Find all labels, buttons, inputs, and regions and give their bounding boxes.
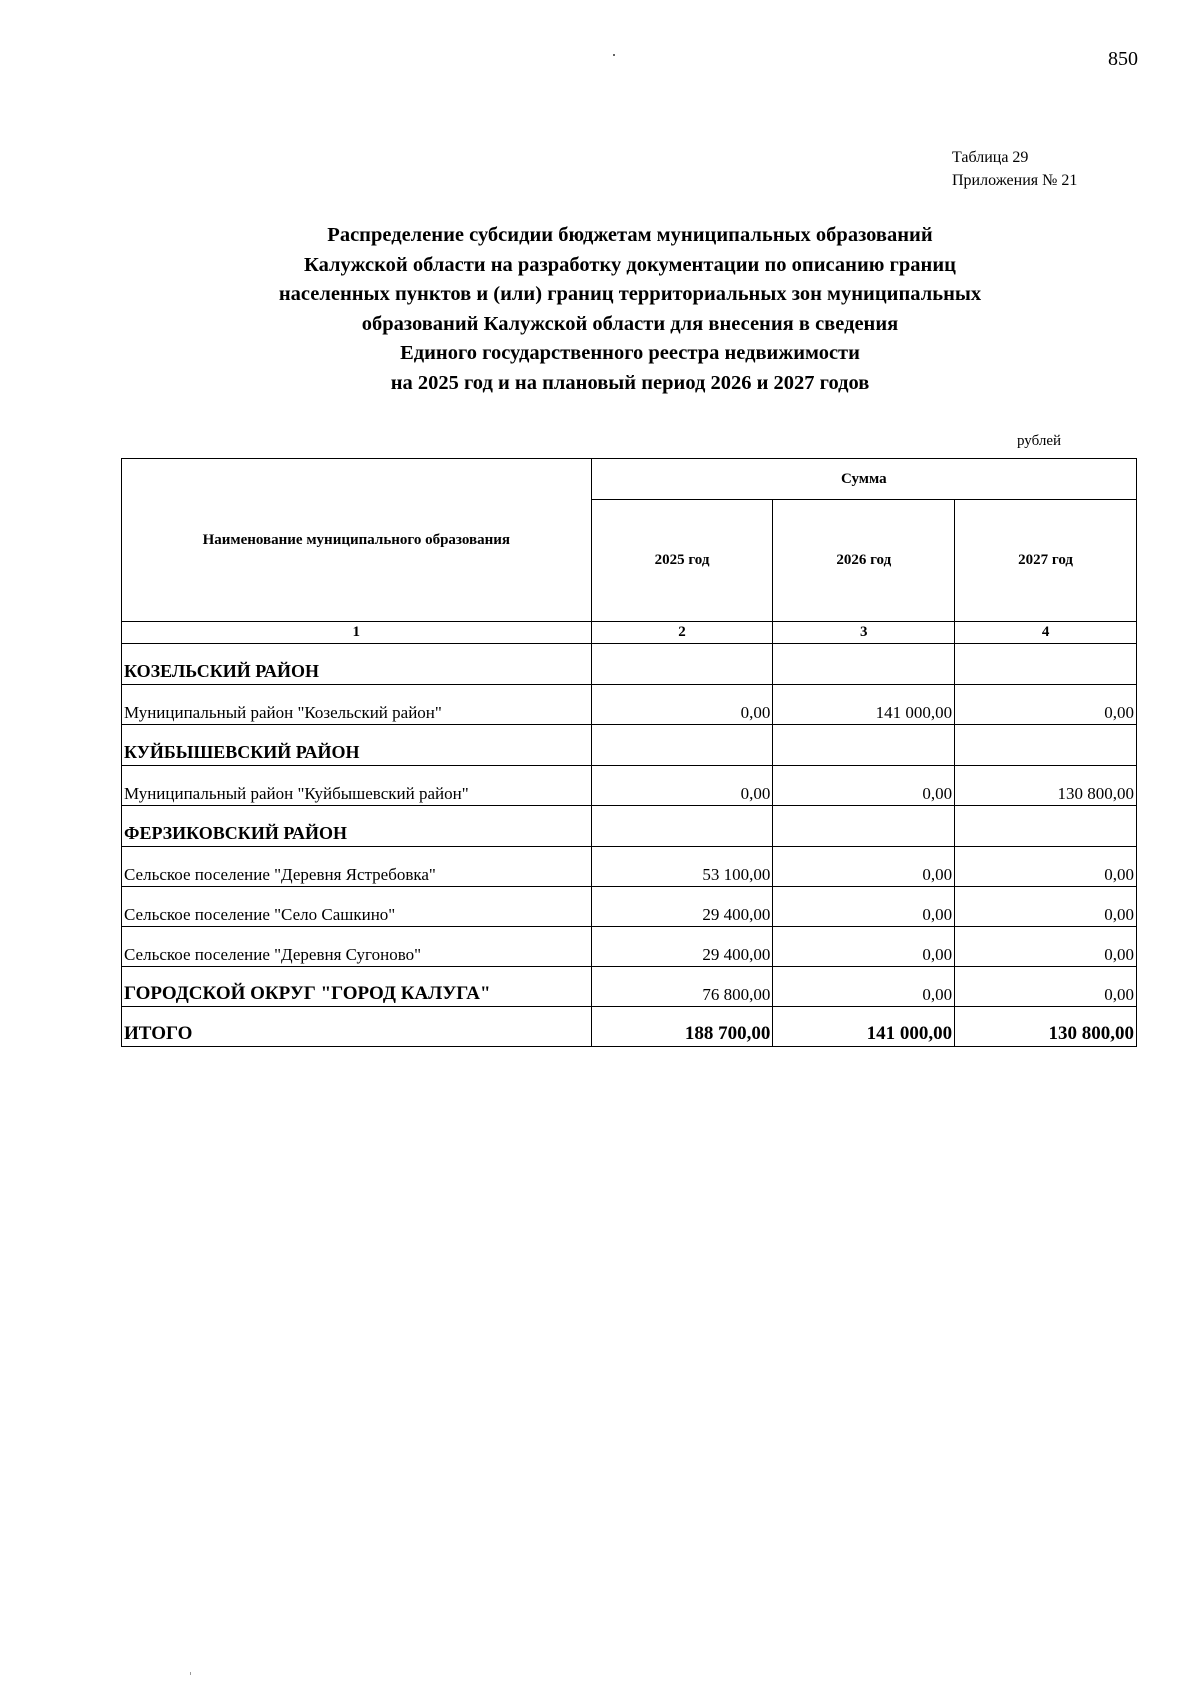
total-2027: 130 800,00: [955, 1007, 1137, 1047]
value-2027: 0,00: [955, 967, 1137, 1007]
value-2027: [955, 725, 1137, 766]
table-number: Таблица 29: [952, 149, 1029, 166]
header-year-2027: 2027 год: [955, 500, 1137, 622]
value-2027: 0,00: [955, 685, 1137, 725]
value-2025: 53 100,00: [591, 847, 773, 887]
value-2026: 0,00: [773, 887, 955, 927]
appendix-number: Приложения № 21: [952, 172, 1078, 189]
header-year-2026: 2026 год: [773, 500, 955, 622]
table-row: [122, 967, 1137, 1007]
value-2026: [773, 725, 955, 766]
value-2026: 0,00: [773, 847, 955, 887]
value-2026: 0,00: [773, 967, 955, 1007]
column-number: 4: [955, 622, 1137, 644]
column-number: 2: [591, 622, 773, 644]
title-line-2: Калужской области на разработку документации по описанию границ: [304, 253, 956, 276]
scan-mark: [190, 1672, 191, 1675]
municipality-name: ГОРОДСКОЙ ОКРУГ "ГОРОД КАЛУГА": [122, 967, 592, 1007]
table-reference: [952, 146, 1077, 192]
title-line-5: Единого государственного реестра недвижимости: [400, 342, 860, 365]
value-2025: 29 400,00: [591, 927, 773, 967]
value-2027: 130 800,00: [955, 766, 1137, 806]
column-number: 1: [122, 622, 592, 644]
page-number: 850: [1108, 48, 1138, 70]
column-number: 3: [773, 622, 955, 644]
title-line-4: образований Калужской области для внесения в сведения: [361, 312, 899, 335]
value-2025: 0,00: [591, 766, 773, 806]
value-2027: [955, 806, 1137, 847]
municipality-name: Сельское поселение "Деревня Сугоново": [122, 927, 592, 967]
document-title: [0, 221, 1200, 399]
value-2025: 29 400,00: [591, 887, 773, 927]
table-row: [122, 766, 1137, 806]
municipality-name: КОЗЕЛЬСКИЙ РАЙОН: [122, 644, 592, 685]
table-row: [122, 685, 1137, 725]
municipality-name: Муниципальный район "Куйбышевский район": [122, 766, 592, 806]
column-numbers-row: [122, 622, 1137, 644]
value-2027: 0,00: [955, 887, 1137, 927]
total-row: [122, 1007, 1137, 1047]
subsidy-table: [121, 458, 1137, 1047]
total-2025: 188 700,00: [591, 1007, 773, 1047]
municipality-name: КУЙБЫШЕВСКИЙ РАЙОН: [122, 725, 592, 766]
table-body: [122, 622, 1137, 1007]
municipality-name: Сельское поселение "Село Сашкино": [122, 887, 592, 927]
value-2026: 141 000,00: [773, 685, 955, 725]
value-2025: 0,00: [591, 685, 773, 725]
table-group-row: [122, 644, 1137, 685]
table-row: [122, 847, 1137, 887]
header-year-2025: 2025 год: [591, 500, 773, 622]
value-2026: 0,00: [773, 927, 955, 967]
scan-dot: [613, 54, 615, 56]
table-row: [122, 927, 1137, 967]
title-line-1: Распределение субсидии бюджетам муниципальных образований: [327, 224, 933, 246]
total-2026: 141 000,00: [773, 1007, 955, 1047]
table-group-row: [122, 806, 1137, 847]
value-2026: 0,00: [773, 766, 955, 806]
value-2025: [591, 644, 773, 685]
value-2026: [773, 806, 955, 847]
value-2025: 76 800,00: [591, 967, 773, 1007]
total-label: ИТОГО: [122, 1007, 592, 1047]
header-name: Наименование муниципального образования: [122, 459, 592, 622]
table-group-row: [122, 725, 1137, 766]
value-2025: [591, 806, 773, 847]
table-row: [122, 887, 1137, 927]
header-sum: Сумма: [591, 459, 1136, 500]
value-2026: [773, 644, 955, 685]
value-2027: 0,00: [955, 927, 1137, 967]
municipality-name: Муниципальный район "Козельский район": [122, 685, 592, 725]
municipality-name: ФЕРЗИКОВСКИЙ РАЙОН: [122, 806, 592, 847]
units-label: рублей: [1017, 433, 1062, 449]
title-line-3: населенных пунктов и (или) границ территориальных зон муниципальных: [278, 283, 982, 306]
title-line-6: на 2025 год и на плановый период 2026 и 2027 годов: [390, 371, 870, 394]
municipality-name: Сельское поселение "Деревня Ястребовка": [122, 847, 592, 887]
value-2027: 0,00: [955, 847, 1137, 887]
value-2027: [955, 644, 1137, 685]
value-2025: [591, 725, 773, 766]
